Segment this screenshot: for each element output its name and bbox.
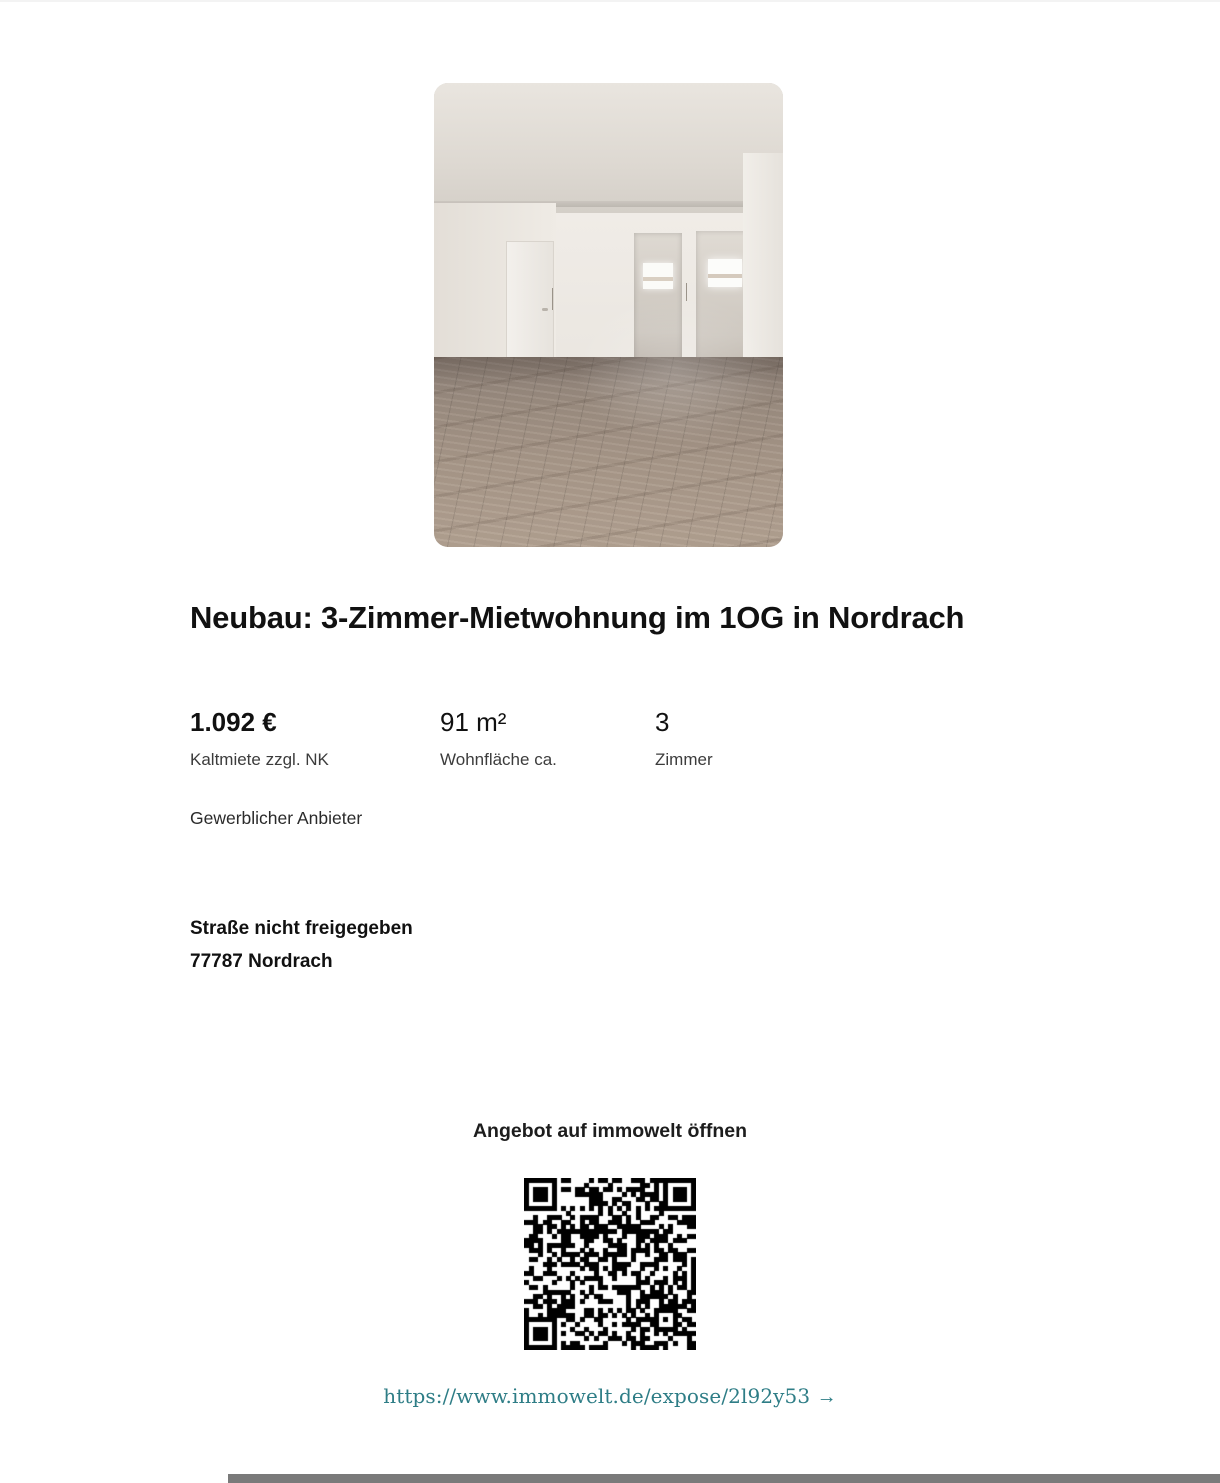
fact-area-label: Wohnfläche ca. bbox=[440, 749, 557, 769]
fact-area-value: 91 m² bbox=[440, 707, 507, 737]
fact-price bbox=[190, 706, 440, 770]
photo-ceiling bbox=[434, 83, 783, 223]
address-block bbox=[190, 912, 413, 979]
qr-code-canvas[interactable] bbox=[524, 1178, 696, 1350]
page-title: Neubau: 3-Zimmer-Mietwohnung im 1OG in Nordrach bbox=[190, 600, 965, 635]
qr-heading: Angebot auf immowelt öffnen bbox=[472, 1120, 748, 1142]
photo-window-left bbox=[643, 263, 673, 289]
photo-cable-left bbox=[552, 288, 553, 310]
listing-photo bbox=[434, 83, 783, 547]
listing-url[interactable] bbox=[0, 1384, 1220, 1409]
bottom-bar bbox=[228, 1474, 1220, 1483]
listing-url-text[interactable]: https://www.immowelt.de/expose/2l92y53 bbox=[383, 1384, 811, 1408]
fact-rooms-value: 3 bbox=[655, 707, 670, 737]
fact-price-label: Kaltmiete zzgl. NK bbox=[190, 749, 329, 769]
address-street: Straße nicht freigegeben bbox=[190, 918, 413, 939]
fact-rooms-label: Zimmer bbox=[655, 749, 713, 769]
photo-window-right bbox=[708, 259, 742, 287]
photo-light-glow bbox=[574, 293, 774, 443]
room-photo-graphic bbox=[434, 83, 783, 547]
fact-area bbox=[440, 706, 655, 770]
key-facts bbox=[190, 706, 950, 770]
arrow-right-icon: → bbox=[816, 1386, 837, 1408]
provider-label: Gewerblicher Anbieter bbox=[190, 808, 363, 828]
fact-rooms bbox=[655, 706, 855, 770]
fact-price-value: 1.092 € bbox=[190, 707, 277, 737]
address-city: 77787 Nordrach bbox=[190, 951, 333, 973]
qr-code[interactable] bbox=[524, 1178, 696, 1350]
top-edge-divider bbox=[0, 0, 1220, 2]
